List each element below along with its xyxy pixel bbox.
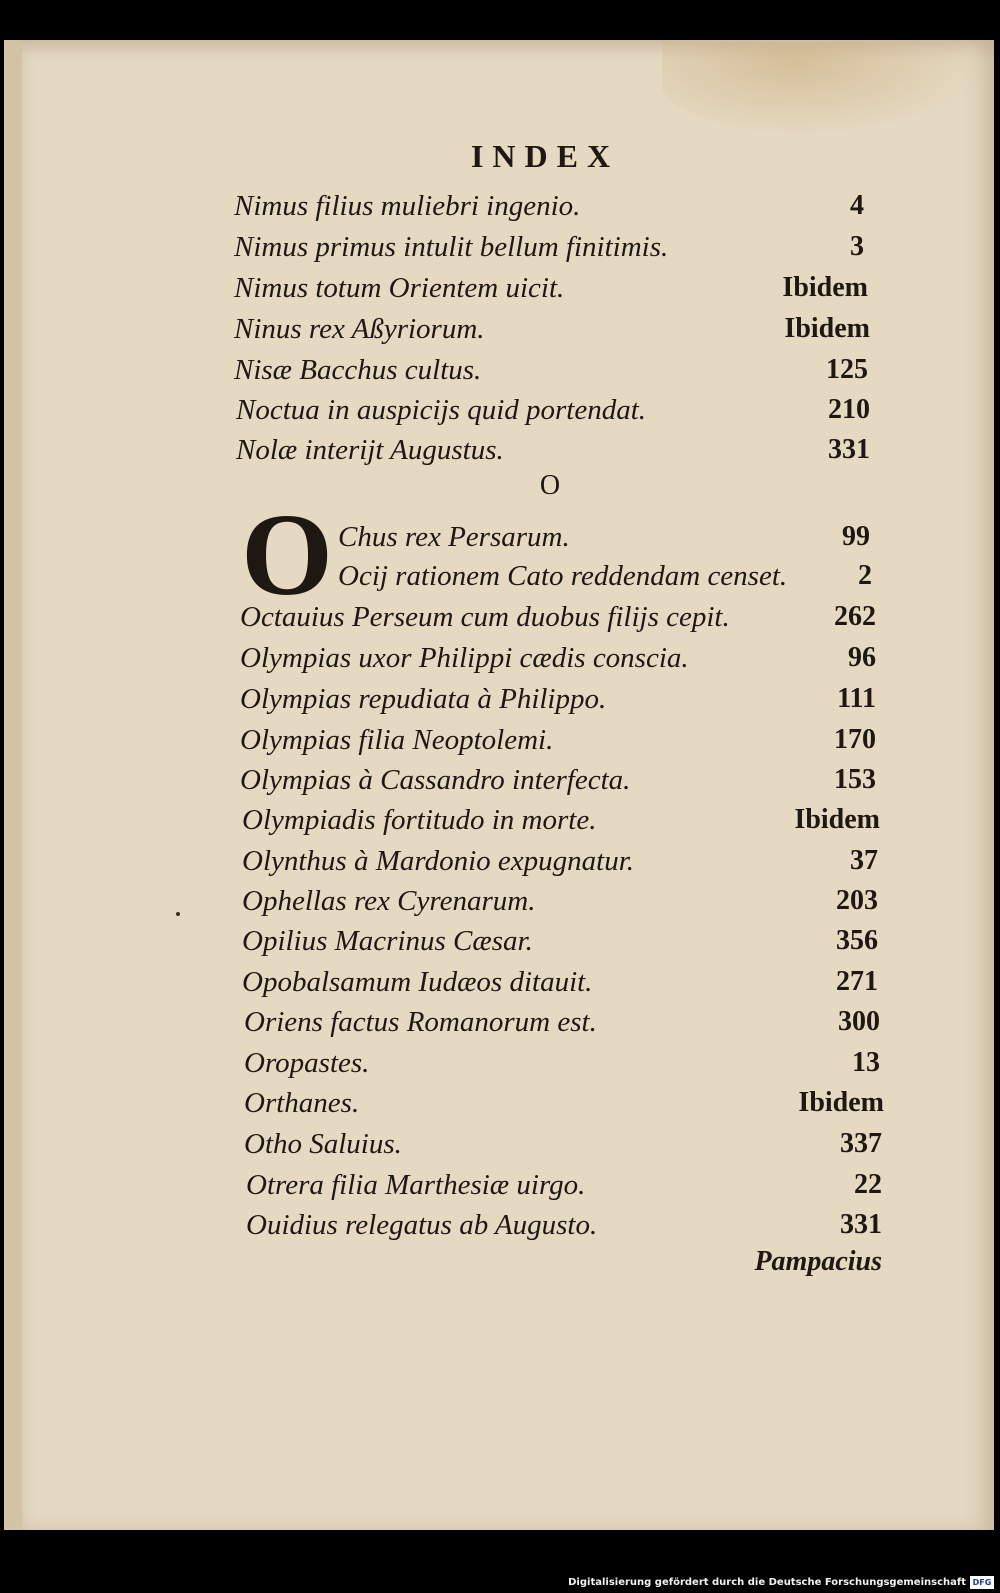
running-head: INDEX bbox=[470, 138, 620, 174]
entry-text: Noctua in auspicijs quid portendat. bbox=[236, 394, 647, 426]
entry-text: Nolæ interijt Augustus. bbox=[236, 434, 504, 466]
index-entry bbox=[236, 430, 870, 470]
entry-text: Otho Saluius. bbox=[244, 1128, 402, 1160]
entry-page: 13 bbox=[852, 1047, 880, 1078]
index-entry bbox=[242, 800, 880, 840]
dfg-logo: DFG bbox=[970, 1576, 994, 1589]
index-entry bbox=[234, 309, 870, 349]
entry-text: Nimus primus intulit bellum finitimis. bbox=[234, 231, 669, 263]
entry-text: Opilius Macrinus Cæsar. bbox=[242, 925, 533, 957]
catchword: Pampacius bbox=[754, 1246, 882, 1277]
entry-text: Olympiadis fortitudo in morte. bbox=[242, 804, 597, 836]
entry-page: Ibidem bbox=[784, 313, 870, 344]
index-entry bbox=[240, 760, 876, 800]
entry-page: 331 bbox=[828, 434, 870, 465]
entry-page: 331 bbox=[840, 1209, 882, 1240]
index-entry bbox=[338, 517, 870, 557]
entry-text: Nisæ Bacchus cultus. bbox=[234, 354, 482, 386]
entry-page: 356 bbox=[836, 925, 878, 956]
entry-page: 37 bbox=[850, 845, 878, 876]
drop-cap: O bbox=[241, 489, 333, 620]
entry-text: Chus rex Persarum. bbox=[338, 521, 570, 553]
entry-text: Ninus rex Aßyriorum. bbox=[234, 313, 485, 345]
entry-text: Ouidius relegatus ab Augusto. bbox=[246, 1209, 598, 1241]
entry-page: 170 bbox=[834, 724, 876, 755]
index-entry bbox=[244, 1083, 884, 1123]
entry-page: 203 bbox=[836, 885, 878, 916]
ink-speck bbox=[176, 912, 180, 916]
index-entry bbox=[244, 1043, 880, 1083]
entry-text: Olympias repudiata à Philippo. bbox=[240, 683, 607, 715]
index-entry bbox=[234, 268, 868, 308]
index-entry bbox=[246, 1165, 882, 1205]
entry-page: 111 bbox=[837, 683, 876, 714]
index-entry bbox=[242, 881, 878, 921]
digitization-credit: Digitalisierung gefördert durch die Deutsche Forschungsgemeinschaft bbox=[568, 1577, 966, 1588]
entry-text: Olympias à Cassandro interfecta. bbox=[240, 764, 631, 796]
index-entry bbox=[236, 390, 870, 430]
entry-page: Ibidem bbox=[794, 804, 880, 835]
entry-page: 337 bbox=[840, 1128, 882, 1159]
entry-text: Orthanes. bbox=[244, 1087, 360, 1119]
entry-text: Octauius Perseum cum duobus filijs cepit. bbox=[240, 601, 730, 633]
index-entry bbox=[242, 841, 878, 881]
index-entry bbox=[242, 921, 878, 961]
entry-page: 210 bbox=[828, 394, 870, 425]
index-entry bbox=[234, 186, 864, 226]
entry-page: Ibidem bbox=[798, 1087, 884, 1118]
entry-page: 4 bbox=[850, 190, 864, 221]
entry-page: Ibidem bbox=[782, 272, 868, 303]
index-entry bbox=[242, 962, 878, 1002]
index-entry bbox=[246, 1205, 882, 1245]
entry-page: 96 bbox=[848, 642, 876, 673]
entry-text: Otrera filia Marthesiæ uirgo. bbox=[246, 1169, 586, 1201]
entry-text: Olympias filia Neoptolemi. bbox=[240, 724, 554, 756]
entry-text: Oriens factus Romanorum est. bbox=[244, 1006, 597, 1038]
entry-page: 271 bbox=[836, 966, 878, 997]
index-entry bbox=[240, 720, 876, 760]
entry-page: 3 bbox=[850, 231, 864, 262]
index-entry bbox=[240, 679, 876, 719]
index-entry bbox=[234, 227, 864, 267]
index-entry bbox=[244, 1124, 882, 1164]
entry-page: 2 bbox=[858, 560, 872, 591]
entry-text: Ocij rationem Cato reddendam censet. bbox=[338, 560, 788, 592]
entry-text: Ophellas rex Cyrenarum. bbox=[242, 885, 536, 917]
entry-page: 153 bbox=[834, 764, 876, 795]
index-entry bbox=[244, 1002, 880, 1042]
entry-text: Nimus totum Orientem uicit. bbox=[234, 272, 565, 304]
entry-page: 262 bbox=[834, 601, 876, 632]
index-entry bbox=[240, 638, 876, 678]
entry-text: Olympias uxor Philippi cædis conscia. bbox=[240, 642, 689, 674]
index-entry bbox=[240, 597, 876, 637]
entry-text: Oropastes. bbox=[244, 1047, 370, 1079]
entry-text: Nimus filius muliebri ingenio. bbox=[234, 190, 581, 222]
entry-page: 300 bbox=[838, 1006, 880, 1037]
section-letter: O bbox=[539, 470, 561, 501]
index-entry bbox=[338, 556, 872, 596]
entry-page: 125 bbox=[826, 354, 868, 385]
entry-text: Opobalsamum Iudæos ditauit. bbox=[242, 966, 593, 998]
entry-text: Olynthus à Mardonio expugnatur. bbox=[242, 845, 635, 877]
index-entry bbox=[234, 350, 868, 390]
entry-page: 99 bbox=[842, 521, 870, 552]
entry-page: 22 bbox=[854, 1169, 882, 1200]
